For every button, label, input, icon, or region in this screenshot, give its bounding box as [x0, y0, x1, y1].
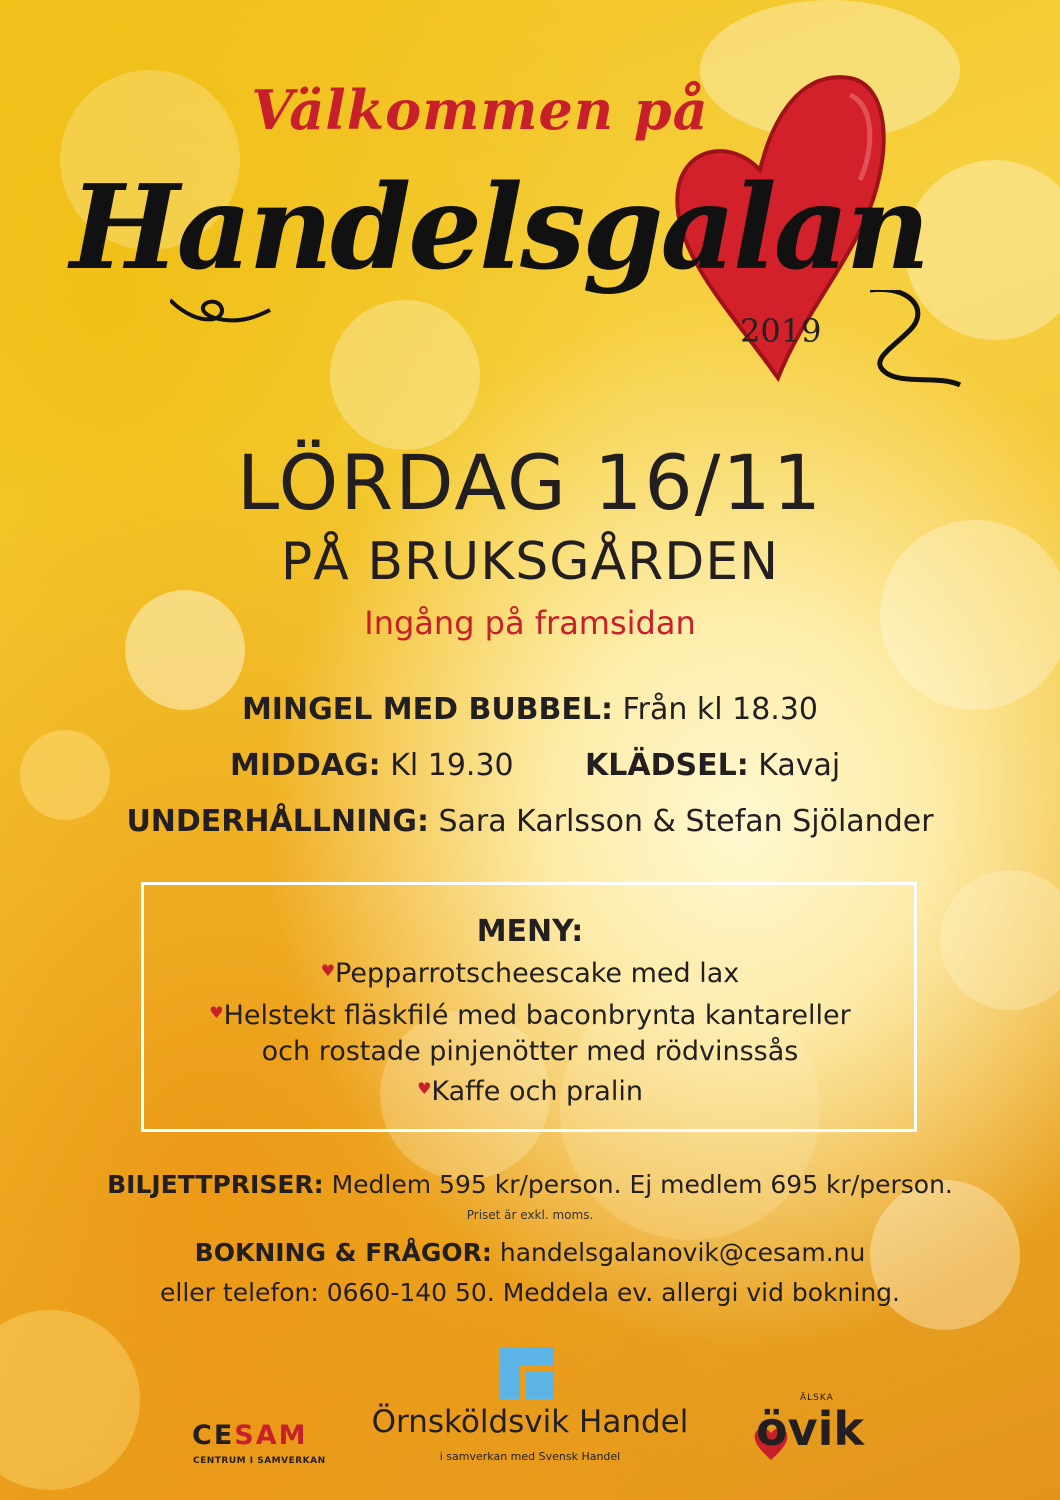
mingle-label: MINGEL MED BUBBEL: [241, 692, 614, 727]
booking-phone-line: eller telefon: 0660-140 50. Meddela ev. allergi vid bokning. [160, 1278, 900, 1307]
dinner-line [230, 748, 514, 783]
cesam-logo [192, 1420, 307, 1451]
entertainment-label: UNDERHÅLLNING: [126, 804, 429, 839]
booking-email: handelsgalanovik@cesam.nu [491, 1238, 866, 1267]
event-date: LÖRDAG 16/11 [236, 438, 824, 527]
dress-code-line [585, 748, 840, 783]
entertainment-line [0, 804, 1060, 839]
dinner-value: Kl 19.30 [380, 748, 514, 783]
alska-label: ÄLSKA [800, 1393, 834, 1403]
dinner-label: MIDDAG: [230, 748, 381, 783]
cesam-tagline: CENTRUM I SAMVERKAN [193, 1456, 326, 1466]
script-flourish [170, 290, 970, 400]
cesam-logo-sam: SAM [234, 1420, 308, 1451]
bokeh-light [0, 1310, 140, 1490]
menu-item-text: Kaffe och pralin [431, 1076, 643, 1107]
ticket-prices-label: BILJETTPRISER: [107, 1170, 324, 1199]
ornskoldsvik-handel-tagline: i samverkan med Svensk Handel [439, 1450, 621, 1463]
menu-item [0, 1076, 1060, 1107]
menu-item-text: Helstekt fläskfilé med baconbrynta kantareller [223, 1000, 851, 1031]
cesam-logo-ce: CE [192, 1420, 235, 1451]
ticket-prices [0, 1170, 1060, 1199]
dress-code-value: Kavaj [748, 748, 841, 783]
entertainment-value: Sara Karlsson & Stefan Sjölander [428, 804, 934, 839]
menu-item-continuation: och rostade pinjenötter med rödvinssås [261, 1036, 799, 1067]
event-year: 2019 [740, 312, 822, 350]
event-venue: PÅ BRUKSGÅRDEN [280, 532, 780, 592]
dress-code-label: KLÄDSEL: [585, 748, 749, 783]
mingle-value: Från kl 18.30 [613, 692, 819, 727]
vat-note: Priset är exkl. moms. [466, 1208, 594, 1222]
mingle-line [0, 692, 1060, 727]
heart-bullet-icon: ♥ [320, 961, 336, 980]
welcome-heading: Välkommen på [251, 78, 709, 142]
heart-bullet-icon: ♥ [209, 1003, 224, 1022]
heart-bullet-icon: ♥ [417, 1079, 432, 1098]
ticket-prices-value: Medlem 595 kr/person. Ej medlem 695 kr/person. [323, 1170, 953, 1199]
event-title: Handelsgalan [70, 160, 928, 296]
menu-item [0, 958, 1060, 989]
menu-item-text: Pepparrotscheescake med lax [335, 958, 740, 989]
menu-item [0, 1000, 1060, 1031]
ornskoldsvik-handel-logo-icon [500, 1347, 554, 1399]
booking-line [0, 1238, 1060, 1267]
menu-title: MENY: [476, 914, 584, 949]
ornskoldsvik-handel-name: Örnsköldsvik Handel [371, 1404, 689, 1440]
alska-ovik-logo: övik [756, 1402, 864, 1456]
booking-label: BOKNING & FRÅGOR: [194, 1238, 492, 1267]
entrance-note: Ingång på framsidan [364, 604, 696, 642]
